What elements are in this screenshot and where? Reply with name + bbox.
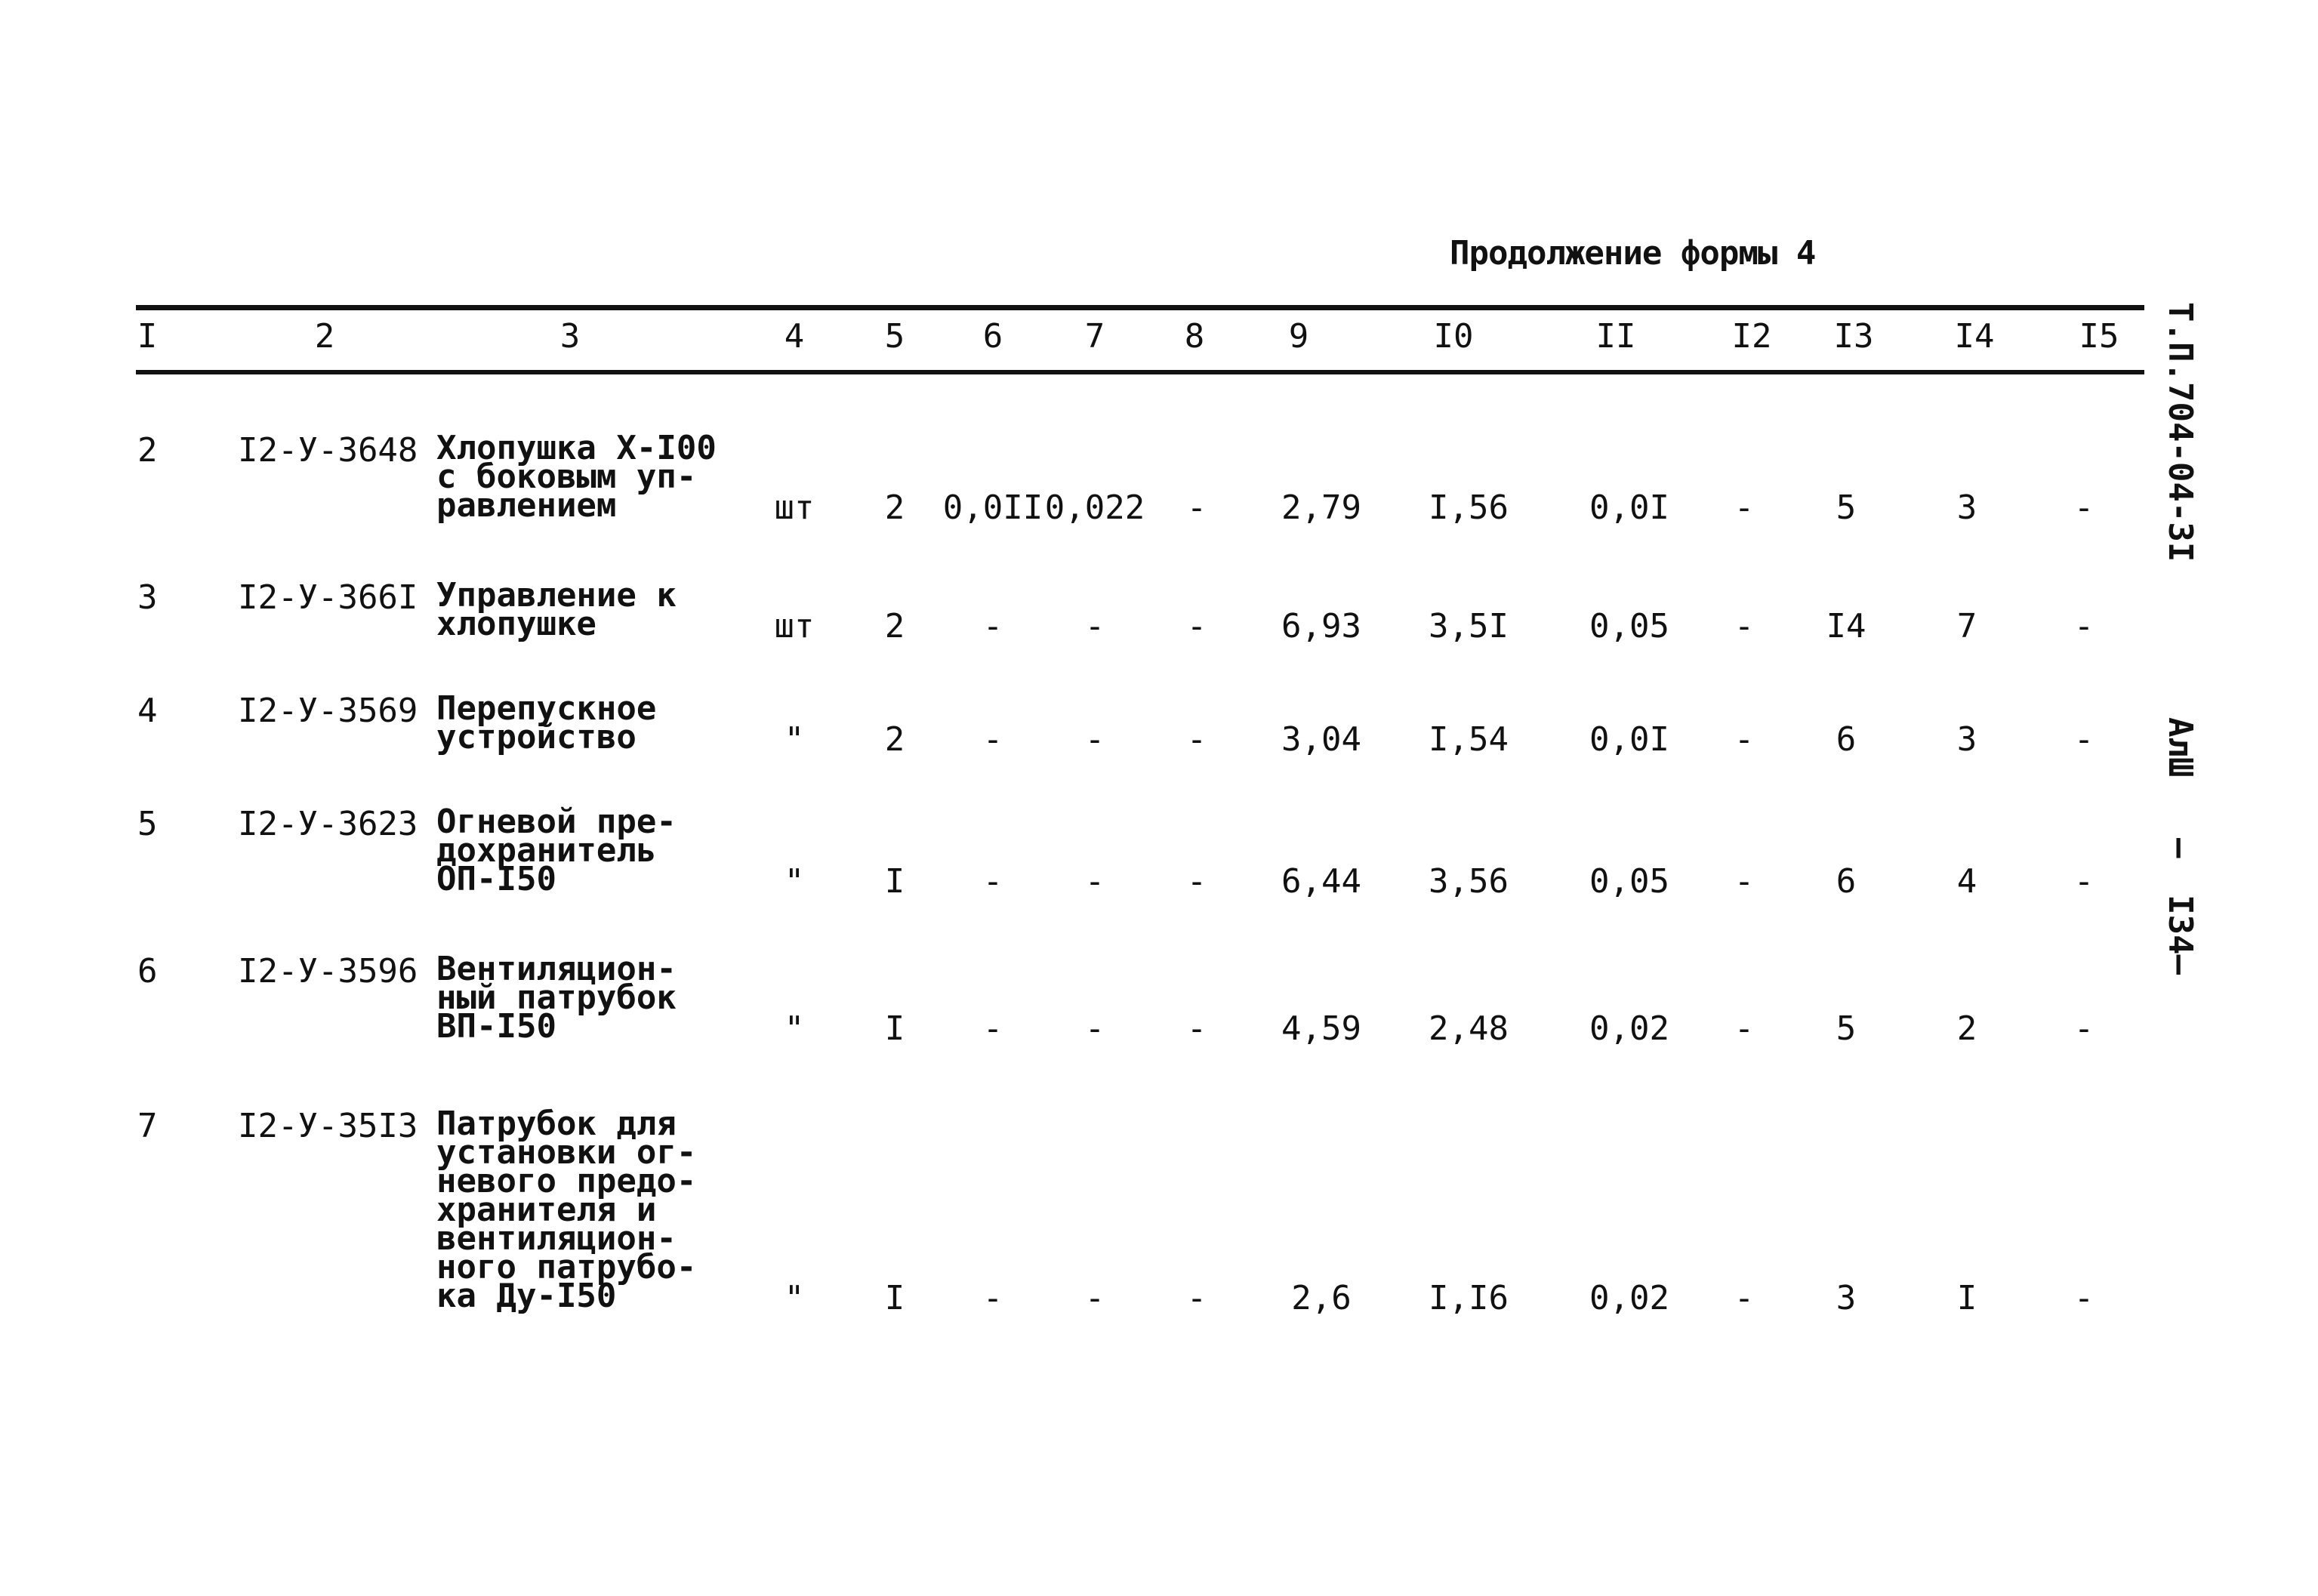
column-header: I5 — [2079, 317, 2119, 356]
row-name: Патрубок для установки ог- невого предо- хранителя и вентиляцион- ного патрубо- ка Ду-I50 — [436, 1105, 697, 1315]
cell-c6: - — [982, 720, 1003, 759]
cell-c9: 2,79 — [1281, 488, 1361, 527]
column-header: 7 — [1084, 317, 1105, 356]
table-top-rule — [136, 305, 2144, 310]
cell-c9: 6,93 — [1281, 607, 1361, 645]
column-header: II — [1595, 317, 1636, 356]
side-doc-number: Т.П.704-04-3I — [2161, 302, 2199, 562]
cell-unit: " — [784, 1009, 805, 1048]
cell-c7: - — [1084, 1279, 1105, 1317]
cell-c5: I — [884, 1009, 905, 1048]
table-header-rule — [136, 370, 2144, 374]
cell-c14: I — [1956, 1279, 1977, 1317]
cell-c13: 3 — [1836, 1279, 1857, 1317]
row-code: I2-У-35I3 — [238, 1107, 418, 1145]
row-name: Хлопушка Х-I00 с боковым уп- равлением — [436, 429, 717, 525]
cell-c11: 0,02 — [1589, 1279, 1669, 1317]
column-header: 5 — [884, 317, 905, 356]
cell-c12: - — [1734, 488, 1755, 527]
cell-c12: - — [1734, 1009, 1755, 1048]
column-header: 8 — [1184, 317, 1205, 356]
cell-c14: 3 — [1956, 720, 1977, 759]
cell-c8: - — [1186, 607, 1207, 645]
cell-c8: - — [1186, 1279, 1207, 1317]
cell-c15: - — [2073, 862, 2095, 901]
cell-c7: - — [1084, 720, 1105, 759]
row-number: 3 — [137, 578, 158, 617]
row-code: I2-У-3623 — [238, 805, 418, 843]
cell-c8: - — [1186, 720, 1207, 759]
cell-c10: 3,5I — [1429, 607, 1509, 645]
cell-c12: - — [1734, 720, 1755, 759]
cell-c15: - — [2073, 1009, 2095, 1048]
cell-c8: - — [1186, 488, 1207, 527]
cell-c11: 0,05 — [1589, 607, 1669, 645]
cell-c6: 0,0II — [942, 488, 1043, 527]
row-code: I2-У-366I — [238, 578, 418, 617]
row-number: 5 — [137, 805, 158, 843]
cell-c10: I,56 — [1429, 488, 1509, 527]
column-header: 6 — [982, 317, 1003, 356]
cell-c8: - — [1186, 1009, 1207, 1048]
cell-c13: 5 — [1836, 488, 1857, 527]
cell-c9: 4,59 — [1281, 1009, 1361, 1048]
row-name: Огневой пре- дохранитель ОП-I50 — [436, 803, 677, 898]
row-number: 2 — [137, 431, 158, 470]
cell-c13: 6 — [1836, 720, 1857, 759]
cell-c5: I — [884, 1279, 905, 1317]
column-header: 2 — [314, 317, 335, 356]
cell-c13: I4 — [1826, 607, 1866, 645]
cell-c14: 3 — [1956, 488, 1977, 527]
cell-unit: " — [784, 720, 805, 759]
cell-c5: I — [884, 862, 905, 901]
column-header: 4 — [784, 317, 805, 356]
cell-c7: - — [1084, 1009, 1105, 1048]
cell-c10: I,54 — [1429, 720, 1509, 759]
side-page-number: I34— — [2161, 895, 2199, 975]
row-name: Перепускное устройство — [436, 689, 657, 756]
cell-unit: " — [784, 1279, 805, 1317]
cell-c6: - — [982, 1279, 1003, 1317]
cell-unit: шт — [774, 607, 815, 645]
cell-c9: 3,04 — [1281, 720, 1361, 759]
cell-c6: - — [982, 862, 1003, 901]
row-name: Управление к хлопушке — [436, 576, 677, 643]
cell-unit: " — [784, 862, 805, 901]
cell-c8: - — [1186, 862, 1207, 901]
cell-c12: - — [1734, 607, 1755, 645]
column-header: I0 — [1433, 317, 1474, 356]
cell-c6: - — [982, 607, 1003, 645]
cell-c11: 0,02 — [1589, 1009, 1669, 1048]
cell-c11: 0,0I — [1589, 488, 1669, 527]
row-number: 6 — [137, 952, 158, 991]
cell-c14: 2 — [1956, 1009, 1977, 1048]
cell-c14: 7 — [1956, 607, 1977, 645]
cell-c15: - — [2073, 488, 2095, 527]
cell-c13: 5 — [1836, 1009, 1857, 1048]
cell-c5: 2 — [884, 720, 905, 759]
column-header: 3 — [559, 317, 581, 356]
cell-c6: - — [982, 1009, 1003, 1048]
column-header: I3 — [1833, 317, 1874, 356]
side-album: АлШ — [2161, 717, 2199, 778]
cell-c15: - — [2073, 1279, 2095, 1317]
column-header: I2 — [1731, 317, 1772, 356]
row-number: 4 — [137, 692, 158, 730]
continuation-label: Продолжение формы 4 — [1450, 234, 1816, 273]
cell-c10: I,I6 — [1429, 1279, 1509, 1317]
row-code: I2-У-3596 — [238, 952, 418, 991]
cell-c12: - — [1734, 862, 1755, 901]
cell-c10: 2,48 — [1429, 1009, 1509, 1048]
row-name: Вентиляцион- ный патрубок ВП-I50 — [436, 950, 677, 1046]
cell-c7: - — [1084, 607, 1105, 645]
column-header: I4 — [1954, 317, 1995, 356]
cell-c12: - — [1734, 1279, 1755, 1317]
column-header: I — [137, 317, 158, 356]
cell-c9: 6,44 — [1281, 862, 1361, 901]
cell-c5: 2 — [884, 607, 905, 645]
cell-c14: 4 — [1956, 862, 1977, 901]
cell-c10: 3,56 — [1429, 862, 1509, 901]
cell-c7: - — [1084, 862, 1105, 901]
cell-c9: 2,6 — [1291, 1279, 1352, 1317]
cell-c7: 0,022 — [1044, 488, 1145, 527]
side-dash: — — [2161, 838, 2199, 858]
cell-c11: 0,0I — [1589, 720, 1669, 759]
cell-unit: шт — [774, 488, 815, 527]
column-header: 9 — [1288, 317, 1309, 356]
cell-c13: 6 — [1836, 862, 1857, 901]
cell-c11: 0,05 — [1589, 862, 1669, 901]
row-code: I2-У-3569 — [238, 692, 418, 730]
cell-c5: 2 — [884, 488, 905, 527]
row-code: I2-У-3648 — [238, 431, 418, 470]
cell-c15: - — [2073, 720, 2095, 759]
row-number: 7 — [137, 1107, 158, 1145]
cell-c15: - — [2073, 607, 2095, 645]
